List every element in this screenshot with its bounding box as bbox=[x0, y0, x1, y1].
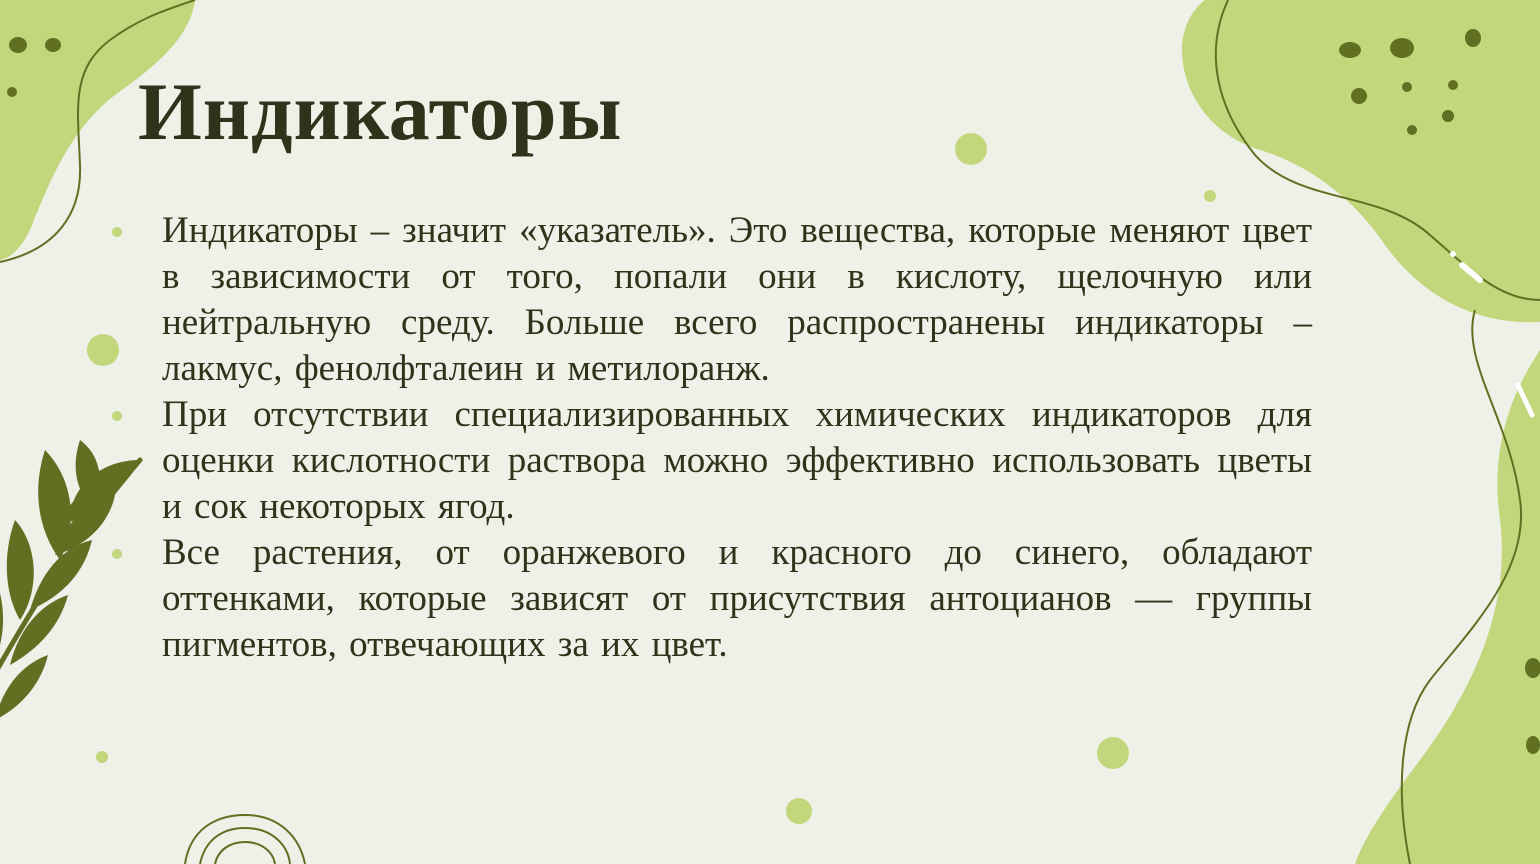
blob-dot bbox=[1402, 82, 1412, 92]
floating-dot bbox=[955, 133, 987, 165]
floating-dot bbox=[96, 751, 108, 763]
blob-dot bbox=[9, 37, 27, 53]
right-blob bbox=[1355, 350, 1540, 864]
blob-dot bbox=[1390, 38, 1414, 58]
blob-dot bbox=[1407, 125, 1417, 135]
blob-dot bbox=[1351, 88, 1367, 104]
floating-dot bbox=[1097, 737, 1129, 769]
bullet-list bbox=[112, 208, 1312, 668]
bullet-text: Все растения, от оранжевого и красного до синего, обладают оттенками, которые зависят от присутствия антоцианов — группы пигментов, отвечающих за их цвет. bbox=[162, 532, 1312, 665]
slide-title: Индикаторы bbox=[138, 66, 623, 157]
bullet-text: При отсутствии специализированных химических индикаторов для оценки кислотности раствора можно эффективно использовать цветы и сок некоторых ягод. bbox=[162, 394, 1312, 527]
blob-dot bbox=[1442, 110, 1454, 122]
blob-dot bbox=[1465, 29, 1481, 47]
blob-dot bbox=[7, 87, 17, 97]
bullet-text: Индикаторы – значит «указатель». Это вещества, которые меняют цвет в зависимости от того, попали они в кислоту, щелочную или нейтральную среду. Больше всего распространены индикаторы – лакмус, фенолфталеин и метилоранж. bbox=[162, 210, 1312, 389]
bullet-dot-icon bbox=[112, 411, 122, 421]
blob-dot bbox=[1339, 42, 1361, 58]
list-item bbox=[112, 392, 1312, 530]
blob-dot bbox=[1526, 736, 1540, 754]
bullet-dot-icon bbox=[112, 549, 122, 559]
list-item bbox=[112, 208, 1312, 392]
bullet-dot-icon bbox=[112, 227, 122, 237]
blob-dot bbox=[45, 38, 61, 52]
blob-dot bbox=[1448, 80, 1458, 90]
bottom-arcs bbox=[185, 815, 305, 864]
floating-dot bbox=[1204, 190, 1216, 202]
list-item bbox=[112, 530, 1312, 668]
floating-dot bbox=[786, 798, 812, 824]
highlight-dot bbox=[1450, 251, 1456, 257]
